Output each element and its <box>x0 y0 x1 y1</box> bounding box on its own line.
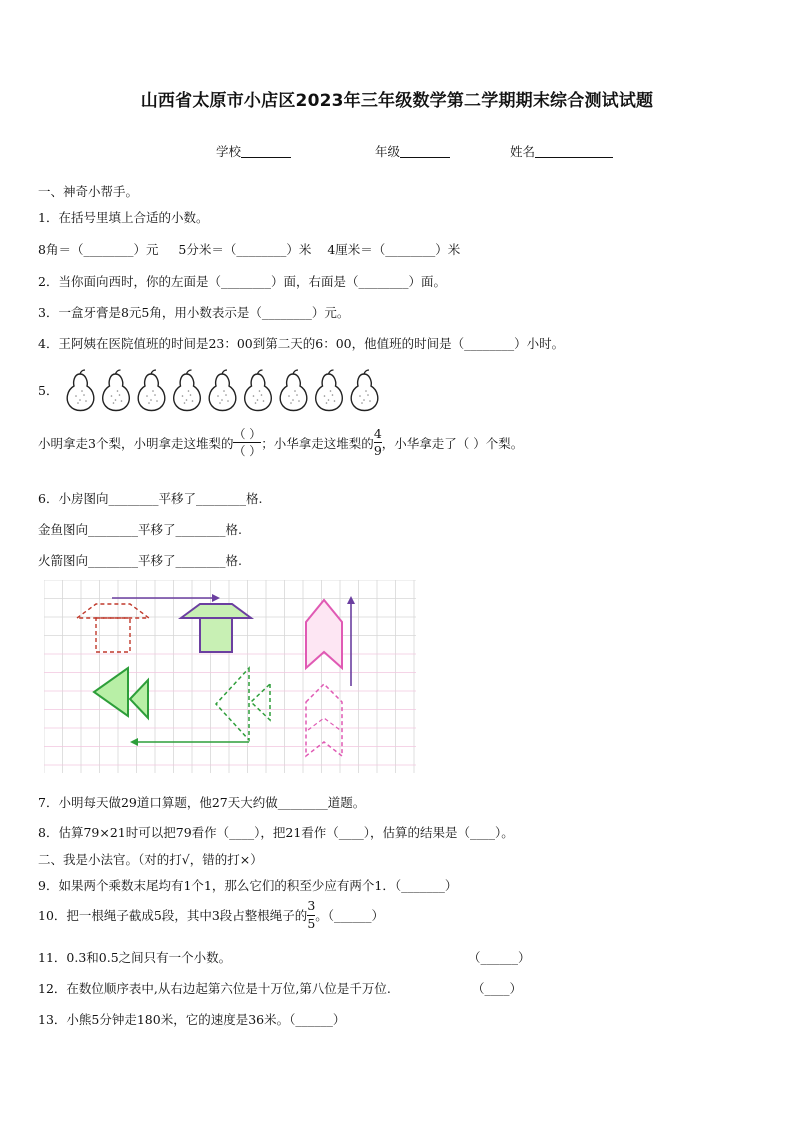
section-heading-1: 一、神奇小帮手。 <box>38 184 139 199</box>
pear-icon <box>209 370 236 411</box>
q5-text-c: ，小华拿走了（ ）个梨。 <box>381 435 524 451</box>
question-6-line-2: 金鱼图向________平移了________格. <box>38 522 242 537</box>
question-5-label: 5． <box>38 383 59 398</box>
question-13: 13．小熊5分钟走180米，它的速度是36米。（______） <box>38 1012 346 1027</box>
name-blank[interactable] <box>535 144 613 158</box>
q5-fraction-denominator: 9 <box>373 443 382 458</box>
question-2: 2．当你面向西时，你的左面是（________）面，右面是（________）面。 <box>38 274 446 289</box>
q5-text-a: 小明拿走3个梨，小明拿走这堆梨的 <box>38 435 234 451</box>
q5-text-b: ；小华拿走这堆梨的 <box>261 435 374 451</box>
pear-icon <box>245 370 272 411</box>
question-8: 8．估算79×21时可以把79看作（____），把21看作（____），估算的结果是（____）。 <box>38 825 514 840</box>
question-11: 11．0.3和0.5之间只有一个小数。 <box>38 950 232 965</box>
q5-fraction <box>373 425 382 458</box>
q1-part-a: 8角＝（________）元 <box>38 242 159 257</box>
grade-label: 年级 <box>375 144 401 159</box>
question-10 <box>38 900 384 930</box>
question-12: 12．在数位顺序表中,从右边起第六位是十万位,第八位是千万位. <box>38 981 391 996</box>
pear-icon <box>103 370 130 411</box>
pear-icon <box>174 370 201 411</box>
q10-fraction-numerator: 3 <box>307 898 316 913</box>
question-5-text <box>38 426 523 459</box>
q5-paren-numerator: （ ） <box>233 427 262 441</box>
pear-icon <box>316 370 343 411</box>
pear-icon <box>138 370 165 411</box>
name-field <box>510 142 613 160</box>
q10-text-b: 。（______） <box>315 908 385 923</box>
question-1-line <box>38 240 460 258</box>
pear-icon <box>280 370 307 411</box>
question-3: 3．一盒牙膏是8元5角，用小数表示是（________）元。 <box>38 305 350 320</box>
q5-paren-denominator: （ ） <box>233 444 262 458</box>
q10-text-a: 10．把一根绳子截成5段，其中3段占整根绳子的 <box>38 908 308 923</box>
grade-field <box>375 142 450 160</box>
school-blank[interactable] <box>241 144 291 158</box>
section-heading-2: 二、我是小法官。（对的打√，错的打×） <box>38 852 263 867</box>
grade-blank[interactable] <box>400 144 450 158</box>
translation-grid-figure <box>44 580 416 773</box>
q1-part-b: 5分米＝（________）米 <box>178 242 312 257</box>
question-11-answer[interactable]: （______） <box>468 950 531 965</box>
q5-paren-fraction[interactable] <box>233 426 261 459</box>
pears-row <box>60 368 380 412</box>
school-field <box>216 142 291 160</box>
q1-part-c: 4厘米＝（________）米 <box>327 242 461 257</box>
q10-fraction <box>307 900 315 930</box>
question-4: 4．王阿姨在医院值班的时间是23：00到第二天的6：00，他值班的时间是（________）小时。 <box>38 336 565 351</box>
question-6-line-3: 火箭图向________平移了________格. <box>38 553 242 568</box>
name-label: 姓名 <box>510 144 536 159</box>
page-title: 山西省太原市小店区2023年三年级数学第二学期期末综合测试试题 <box>140 91 654 111</box>
question-6-line-1: 6．小房图向________平移了________格. <box>38 491 263 506</box>
q5-fraction-numerator: 4 <box>373 425 382 441</box>
question-7: 7．小明每天做29道口算题，他27天大约做________道题。 <box>38 795 366 810</box>
pear-icon <box>351 370 378 411</box>
question-1-title: 1．在括号里填上合适的小数。 <box>38 210 209 225</box>
question-12-answer[interactable]: （____） <box>472 981 523 996</box>
q10-fraction-denominator: 5 <box>307 915 316 931</box>
question-9: 9．如果两个乘数末尾均有1个1，那么它们的积至少应有两个1．（_______） <box>38 878 458 893</box>
pear-icon <box>67 370 94 411</box>
school-label: 学校 <box>216 144 242 159</box>
